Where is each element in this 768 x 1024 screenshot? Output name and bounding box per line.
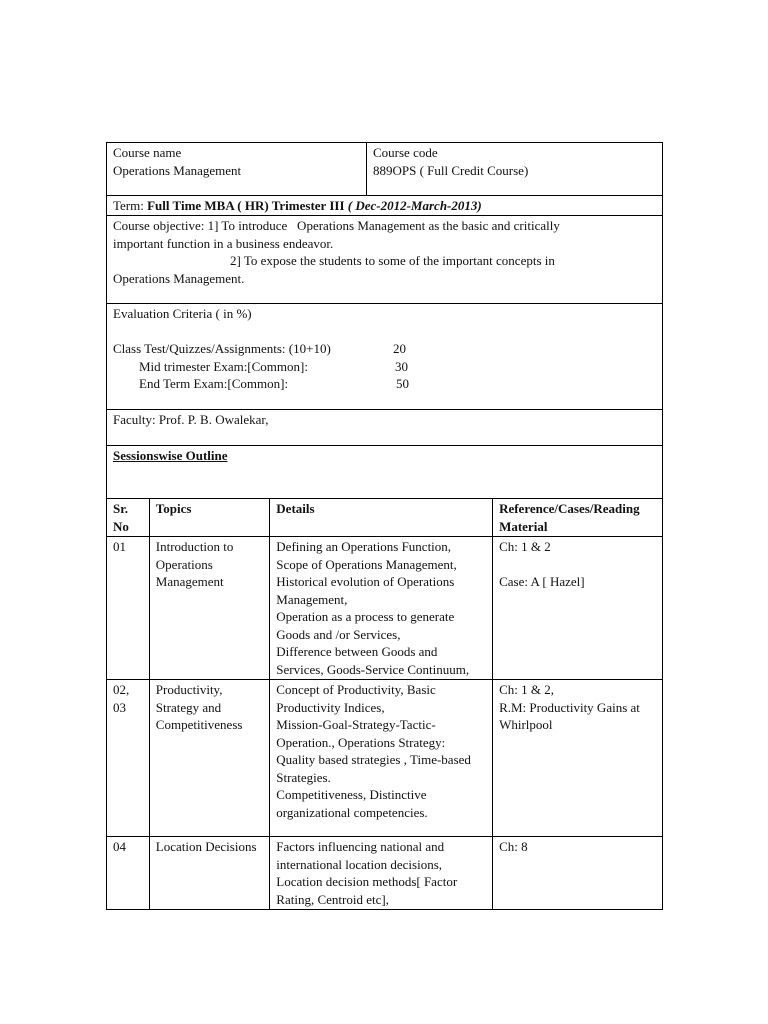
objective-cell bbox=[107, 216, 662, 303]
details bbox=[270, 837, 493, 910]
term-program: Full Time MBA ( HR) Trimester III bbox=[147, 198, 345, 213]
objective-line-4: Operations Management. bbox=[113, 270, 245, 286]
sr-no: 02, 03 bbox=[107, 680, 150, 837]
table-header-row bbox=[107, 499, 663, 537]
term-cell bbox=[107, 196, 662, 215]
session-outline-table bbox=[106, 498, 663, 910]
reference bbox=[493, 837, 663, 910]
table-row bbox=[107, 837, 663, 910]
term-row bbox=[107, 196, 662, 216]
evaluation-item-value: 20 bbox=[393, 341, 406, 356]
evaluation-item bbox=[113, 375, 656, 393]
outline-heading: Sessionswise Outline bbox=[113, 448, 228, 463]
course-code-label: Course code bbox=[373, 145, 438, 160]
details-line: Quality based strategies , Time-based Strategies. bbox=[276, 752, 471, 785]
details-line: Mission-Goal-Strategy-Tactic-Operation., Operations Strategy: bbox=[276, 717, 446, 750]
evaluation-item bbox=[113, 358, 656, 376]
details-line: Difference between Goods and Services, Goods-Service Continuum, bbox=[276, 644, 470, 677]
header-topics: Topics bbox=[149, 499, 270, 537]
evaluation-heading: Evaluation Criteria ( in %) bbox=[113, 306, 252, 321]
reference-line: Case: A [ Hazel] bbox=[499, 574, 585, 589]
course-name-label: Course name bbox=[113, 145, 182, 160]
reference bbox=[493, 680, 663, 837]
reference bbox=[493, 537, 663, 680]
table-row bbox=[107, 537, 663, 680]
faculty-row bbox=[107, 410, 662, 446]
details-line: Scope of Operations Management, bbox=[276, 556, 457, 572]
objective-line-2: important function in a business endeavor. bbox=[113, 235, 334, 251]
details bbox=[270, 537, 493, 680]
evaluation-item bbox=[113, 340, 656, 358]
topic: Location Decisions bbox=[149, 837, 270, 910]
course-name-cell bbox=[107, 143, 367, 195]
course-document bbox=[106, 142, 663, 910]
sr-no: 01 bbox=[107, 537, 150, 680]
outline-heading-row bbox=[107, 446, 662, 498]
objective-line-1: Course objective: 1] To introduce Operations Management as the basic and critically bbox=[113, 218, 560, 233]
topic: Productivity, Strategy and Competitiveness bbox=[149, 680, 270, 837]
objective-row bbox=[107, 216, 662, 304]
details-line: Concept of Productivity, Basic Productivity Indices, bbox=[276, 682, 436, 715]
evaluation-item-value: 50 bbox=[396, 376, 409, 391]
evaluation-item-label: End Term Exam:[Common]: bbox=[139, 376, 289, 391]
course-info-box bbox=[106, 142, 663, 499]
outline-heading-cell bbox=[107, 446, 662, 498]
evaluation-cell bbox=[107, 304, 662, 409]
header-reference: Reference/Cases/Reading Material bbox=[493, 499, 663, 537]
reference-line: Ch: 1 & 2 bbox=[499, 539, 551, 554]
table-row bbox=[107, 680, 663, 837]
faculty-cell bbox=[107, 410, 662, 445]
details-line: Defining an Operations Function, bbox=[276, 539, 452, 554]
details-line: Factors influencing national and international location decisions, bbox=[276, 839, 445, 872]
header-sr-no: Sr. No bbox=[107, 499, 150, 537]
objective-line-3: 2] To expose the students to some of the important concepts in bbox=[113, 253, 555, 268]
reference-line: R.M: Productivity Gains at Whirlpool bbox=[499, 699, 640, 732]
evaluation-item-label: Class Test/Quizzes/Assignments: (10+10) bbox=[113, 341, 331, 356]
course-code: 889OPS ( Full Credit Course) bbox=[373, 162, 529, 178]
term-dates: ( Dec-2012-March-2013) bbox=[347, 198, 482, 213]
sr-no: 04 bbox=[107, 837, 150, 910]
course-code-cell bbox=[367, 143, 662, 195]
topic: Introduction to Operations Management bbox=[149, 537, 270, 680]
term-label: Term: bbox=[113, 198, 144, 213]
details-line: Location decision methods[ Factor Rating, Centroid etc], bbox=[276, 874, 458, 907]
evaluation-item-label: Mid trimester Exam:[Common]: bbox=[139, 358, 308, 374]
details-line: Competitiveness, Distinctive organizational competencies. bbox=[276, 787, 428, 820]
course-header-row bbox=[107, 143, 662, 196]
evaluation-item-value: 30 bbox=[395, 358, 408, 374]
reference-line: Ch: 1 & 2, bbox=[499, 682, 554, 697]
details bbox=[270, 680, 493, 837]
header-details: Details bbox=[270, 499, 493, 537]
reference-line: Ch: 8 bbox=[499, 839, 528, 854]
faculty: Faculty: Prof. P. B. Owalekar, bbox=[113, 412, 269, 427]
details-line: Historical evolution of Operations Management, bbox=[276, 574, 455, 607]
course-name: Operations Management bbox=[113, 162, 242, 178]
details-line: Operation as a process to generate Goods and /or Services, bbox=[276, 609, 455, 642]
evaluation-row bbox=[107, 304, 662, 410]
